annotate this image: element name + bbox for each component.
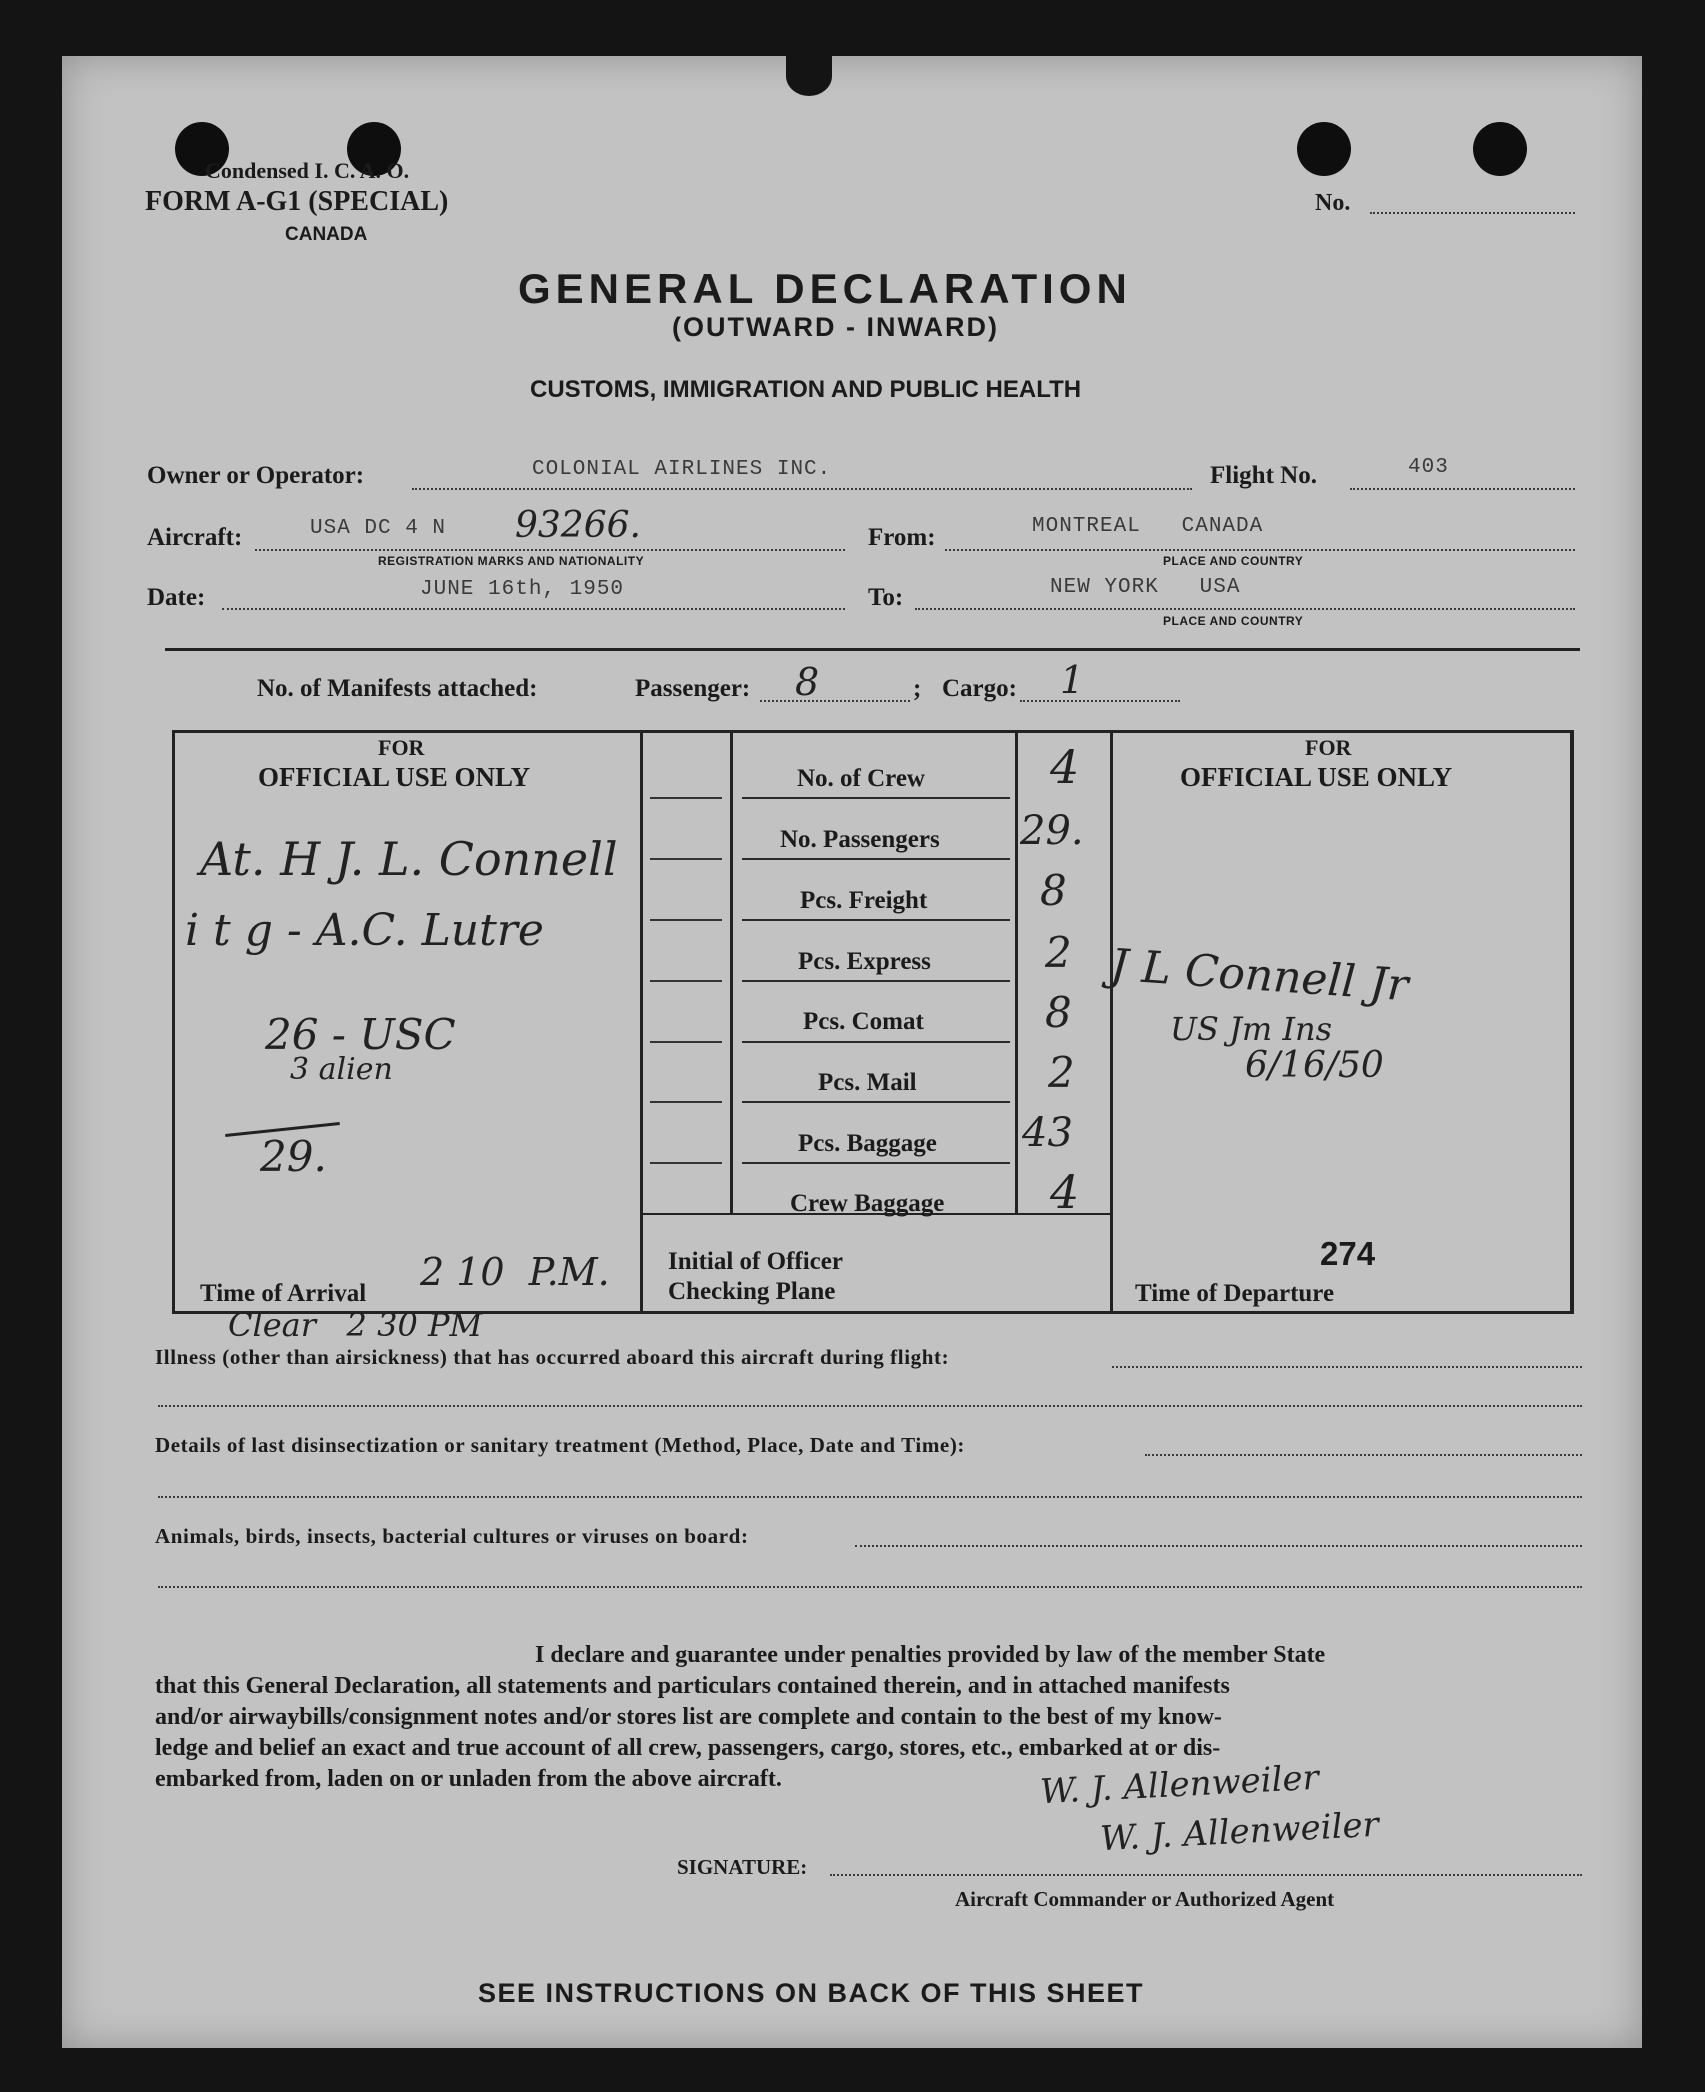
- dash-1: [650, 797, 722, 799]
- dash-4: [650, 980, 722, 982]
- owner-value: COLONIAL AIRLINES INC.: [532, 458, 832, 481]
- right-note-3: 6/16/50: [1245, 1045, 1384, 1086]
- row-value-comat: 8: [1045, 988, 1072, 1037]
- row-rule-1: [742, 797, 1010, 799]
- official-left-heading: OFFICIAL USE ONLY: [258, 762, 531, 792]
- declaration-line-4: ledge and belief an exact and true account of all crew, passengers, cargo, stores, etc., embarked at or dis-: [155, 1735, 1221, 1761]
- signature-1: W. J. Allenweiler: [1039, 1757, 1320, 1813]
- aircraft-line: [255, 549, 845, 551]
- form-line1: Condensed I. C. A. O.: [205, 158, 410, 183]
- table-divider-1: [640, 733, 643, 1311]
- row-label-mail: Pcs. Mail: [818, 1069, 917, 1096]
- row-rule-5: [742, 1041, 1010, 1043]
- signature-label: SIGNATURE:: [677, 1855, 808, 1879]
- passenger-manifest-value: 8: [795, 660, 820, 704]
- departure-label: Time of Departure: [1135, 1280, 1335, 1307]
- no-field[interactable]: [1370, 212, 1575, 214]
- dash-6: [650, 1101, 722, 1103]
- declaration-line-1: I declare and guarantee under penalties provided by law of the member State: [535, 1642, 1326, 1668]
- table-divider-3: [1015, 733, 1018, 1213]
- row-value-crew: 4: [1050, 740, 1080, 794]
- left-note-1: At. H J. L. Connell: [200, 832, 618, 886]
- left-note-2: i t g - A.C. Lutre: [185, 905, 544, 956]
- owner-line: [412, 488, 1192, 490]
- dash-3: [650, 919, 722, 921]
- left-note-3: 26 - USC: [265, 1010, 456, 1059]
- passenger-manifest-label: Passenger:: [635, 675, 751, 702]
- row-label-baggage: Pcs. Baggage: [798, 1130, 937, 1157]
- to-value: NEW YORK USA: [1050, 576, 1241, 599]
- animals-line-2[interactable]: [158, 1586, 1582, 1588]
- right-note-2: US Jm Ins: [1170, 1010, 1333, 1048]
- manifests-label: No. of Manifests attached:: [257, 675, 538, 702]
- no-label: No.: [1315, 190, 1351, 216]
- disinsect-line-1[interactable]: [1145, 1454, 1582, 1456]
- flight-line: [1350, 488, 1575, 490]
- official-left-for: FOR: [378, 735, 425, 760]
- initial-label-2: Checking Plane: [668, 1278, 836, 1305]
- passenger-manifest-line: [760, 700, 910, 702]
- dash-2: [650, 858, 722, 860]
- row-label-crew-baggage: Crew Baggage: [790, 1190, 945, 1217]
- date-value: JUNE 16th, 1950: [420, 578, 625, 601]
- declaration-line-2: that this General Declaration, all statements and particulars contained therein, and in attached manifests: [155, 1673, 1230, 1699]
- form-line2: FORM A-G1 (SPECIAL): [145, 186, 449, 217]
- flight-label: Flight No.: [1210, 462, 1317, 489]
- arrival-value: 2 10 P.M.: [420, 1250, 610, 1294]
- instructions-footer: SEE INSTRUCTIONS ON BACK OF THIS SHEET: [478, 1978, 1145, 2008]
- form-line3: CANADA: [285, 224, 368, 245]
- signature-caption: Aircraft Commander or Authorized Agent: [955, 1887, 1335, 1911]
- flight-value: 403: [1408, 456, 1449, 479]
- agencies-heading: CUSTOMS, IMMIGRATION AND PUBLIC HEALTH: [530, 376, 1082, 403]
- row-label-passengers: No. Passengers: [780, 826, 940, 853]
- official-right-for: FOR: [1305, 735, 1352, 760]
- row-label-express: Pcs. Express: [798, 948, 931, 975]
- to-line: [915, 608, 1575, 610]
- row-rule-3: [742, 919, 1010, 921]
- left-note-5: 29.: [260, 1132, 327, 1181]
- signature-2: W. J. Allenweiler: [1099, 1804, 1380, 1860]
- page-title: GENERAL DECLARATION: [518, 265, 1132, 312]
- dash-5: [650, 1041, 722, 1043]
- punch-hole-3: [1297, 122, 1351, 176]
- right-note-1: J L Connell Jr: [1108, 939, 1410, 1012]
- row-value-baggage: 43: [1022, 1110, 1073, 1156]
- aircraft-handwritten: 93266.: [515, 505, 641, 546]
- from-label: From:: [868, 524, 936, 551]
- left-note-4: 3 alien: [290, 1052, 393, 1087]
- disinsect-line-2[interactable]: [158, 1496, 1582, 1498]
- from-value: MONTREAL CANADA: [1032, 515, 1264, 538]
- cargo-manifest-label: Cargo:: [942, 675, 1017, 702]
- paper-tear: [786, 56, 832, 96]
- row-label-crew: No. of Crew: [797, 765, 925, 792]
- official-right-heading: OFFICIAL USE ONLY: [1180, 762, 1453, 792]
- illness-line-1[interactable]: [1112, 1366, 1582, 1368]
- row-label-freight: Pcs. Freight: [800, 887, 928, 914]
- row-rule-2: [742, 858, 1010, 860]
- aircraft-caption: REGISTRATION MARKS AND NATIONALITY: [378, 554, 645, 568]
- table-divider-2: [730, 733, 733, 1213]
- row-value-passengers: 29.: [1020, 808, 1084, 854]
- row-rule-7: [742, 1162, 1010, 1164]
- row-label-comat: Pcs. Comat: [803, 1008, 924, 1035]
- initial-label-1: Initial of Officer: [668, 1248, 843, 1275]
- aircraft-label: Aircraft:: [147, 524, 243, 551]
- table-divider-4: [1110, 733, 1113, 1311]
- manifests-separator: ;: [913, 675, 922, 702]
- row-rule-4: [742, 980, 1010, 982]
- illness-label: Illness (other than airsickness) that has occurred aboard this aircraft during flight:: [155, 1345, 950, 1369]
- declaration-line-5: embarked from, laden on or unladen from the above aircraft.: [155, 1766, 782, 1792]
- row-value-crew-baggage: 4: [1050, 1165, 1080, 1219]
- animals-label: Animals, birds, insects, bacterial cultures or viruses on board:: [155, 1524, 749, 1548]
- disinsect-label: Details of last disinsectization or sanitary treatment (Method, Place, Date and Time):: [155, 1433, 966, 1457]
- row-value-mail: 2: [1048, 1048, 1075, 1097]
- arrival-label: Time of Arrival: [200, 1280, 367, 1307]
- date-label: Date:: [147, 584, 206, 611]
- owner-label: Owner or Operator:: [147, 462, 365, 489]
- page-subtitle: (OUTWARD - INWARD): [672, 312, 999, 342]
- animals-line-1[interactable]: [855, 1545, 1582, 1547]
- dash-7: [650, 1162, 722, 1164]
- declaration-line-3: and/or airwaybills/consignment notes and/or stores list are complete and contain to the best of my know-: [155, 1704, 1222, 1730]
- section-divider: [165, 648, 1580, 651]
- from-caption: PLACE AND COUNTRY: [1163, 554, 1304, 568]
- to-label: To:: [868, 584, 904, 611]
- illness-line-2[interactable]: [158, 1405, 1582, 1407]
- row-value-express: 2: [1045, 928, 1072, 977]
- cargo-manifest-value: 1: [1060, 658, 1085, 702]
- departure-value: 274: [1320, 1235, 1376, 1272]
- punch-hole-4: [1473, 122, 1527, 176]
- from-line: [945, 549, 1575, 551]
- row-value-freight: 8: [1040, 866, 1067, 915]
- row-rule-6: [742, 1101, 1010, 1103]
- cargo-manifest-line: [1020, 700, 1180, 702]
- signature-line[interactable]: [830, 1874, 1582, 1876]
- date-line: [222, 608, 845, 610]
- to-caption: PLACE AND COUNTRY: [1163, 614, 1304, 628]
- clear-note: Clear 2 30 PM: [228, 1306, 483, 1344]
- aircraft-value: USA DC 4 N: [310, 517, 447, 540]
